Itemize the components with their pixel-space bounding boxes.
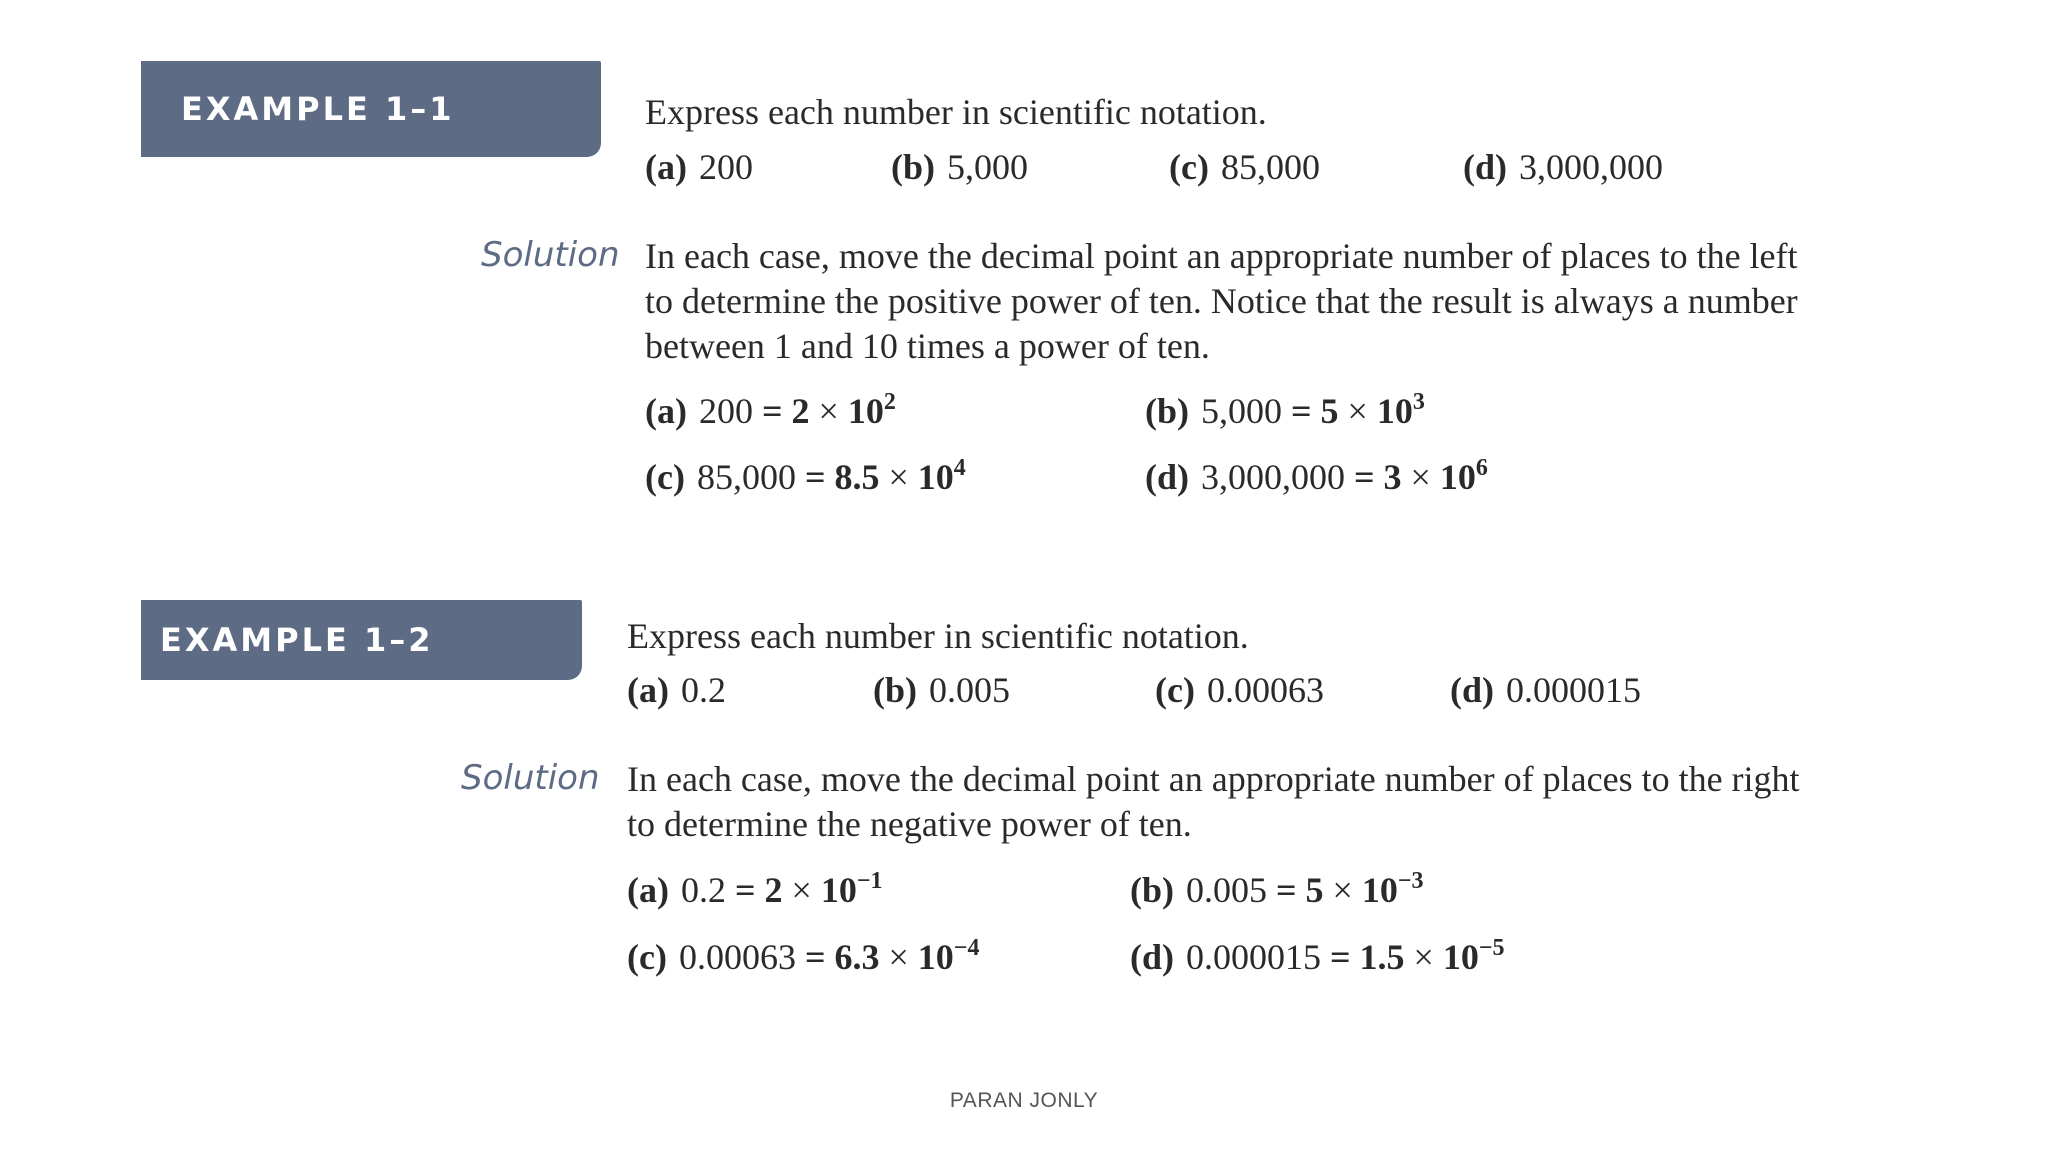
- ex1-answer-b: (b) $5,000 = 5 \times 10^3$: [1145, 389, 1425, 431]
- example-1-2-prompt: Express each number in scientific notation.: [627, 616, 1249, 656]
- ex2-problem-d: (d) 0.000015: [1450, 670, 1641, 710]
- ex1-problem-d: (d) 3,000,000: [1463, 147, 1663, 187]
- ex1-problem-c: (c) 85,000: [1169, 147, 1320, 187]
- ex2-solution-line-1: In each case, move the decimal point an appropriate number of places to the right: [627, 759, 1800, 799]
- ex1-answer-d: (d) $3,000,000 = 3 \times 10^6$: [1145, 455, 1488, 497]
- ex1-solution-line-2: to determine the positive power of ten. Notice that the result is always a number: [645, 281, 1798, 321]
- ex1-solution-label: Solution: [481, 235, 620, 275]
- ex2-answer-a: (a) $0.2 = 2 \times 10^{-1}$: [627, 868, 883, 910]
- footer-author: PARAN JONLY: [949, 1089, 1099, 1112]
- ex2-answer-c: (c) $0.00063 = 6.3 \times 10^{-4}$: [627, 935, 980, 977]
- example-1-1-banner: [141, 61, 601, 157]
- ex1-problem-b: (b) 5,000: [891, 147, 1028, 187]
- ex2-problem-c: (c) 0.00063: [1155, 670, 1324, 710]
- ex2-solution-line-2: to determine the negative power of ten.: [627, 804, 1192, 844]
- ex1-solution-line-3: between 1 and 10 times a power of ten.: [645, 326, 1210, 366]
- example-1-2-banner: [141, 600, 582, 680]
- ex1-solution-line-1: In each case, move the decimal point an appropriate number of places to the left: [645, 236, 1798, 276]
- ex2-solution-label: Solution: [461, 758, 600, 798]
- ex2-problem-a: (a) 0.2: [627, 670, 726, 710]
- example-1-2-label: EXAMPLE 1–2: [160, 621, 434, 659]
- ex1-answer-c: (c) $85,000 = 8.5 \times 10^4$: [645, 455, 966, 497]
- ex1-answer-a: (a) $200 = 2 \times 10^2$: [645, 389, 896, 431]
- ex2-problem-b: (b) 0.005: [873, 670, 1010, 710]
- ex2-answer-b: (b) $0.005 = 5 \times 10^{-3}$: [1130, 868, 1424, 910]
- example-1-1-label: EXAMPLE 1–1: [181, 90, 455, 128]
- example-1-1-prompt: Express each number in scientific notation.: [645, 92, 1267, 132]
- ex1-problem-a: (a) 200: [645, 147, 753, 187]
- ex2-answer-d: (d) $0.000015 = 1.5 \times 10^{-5}$: [1130, 935, 1505, 977]
